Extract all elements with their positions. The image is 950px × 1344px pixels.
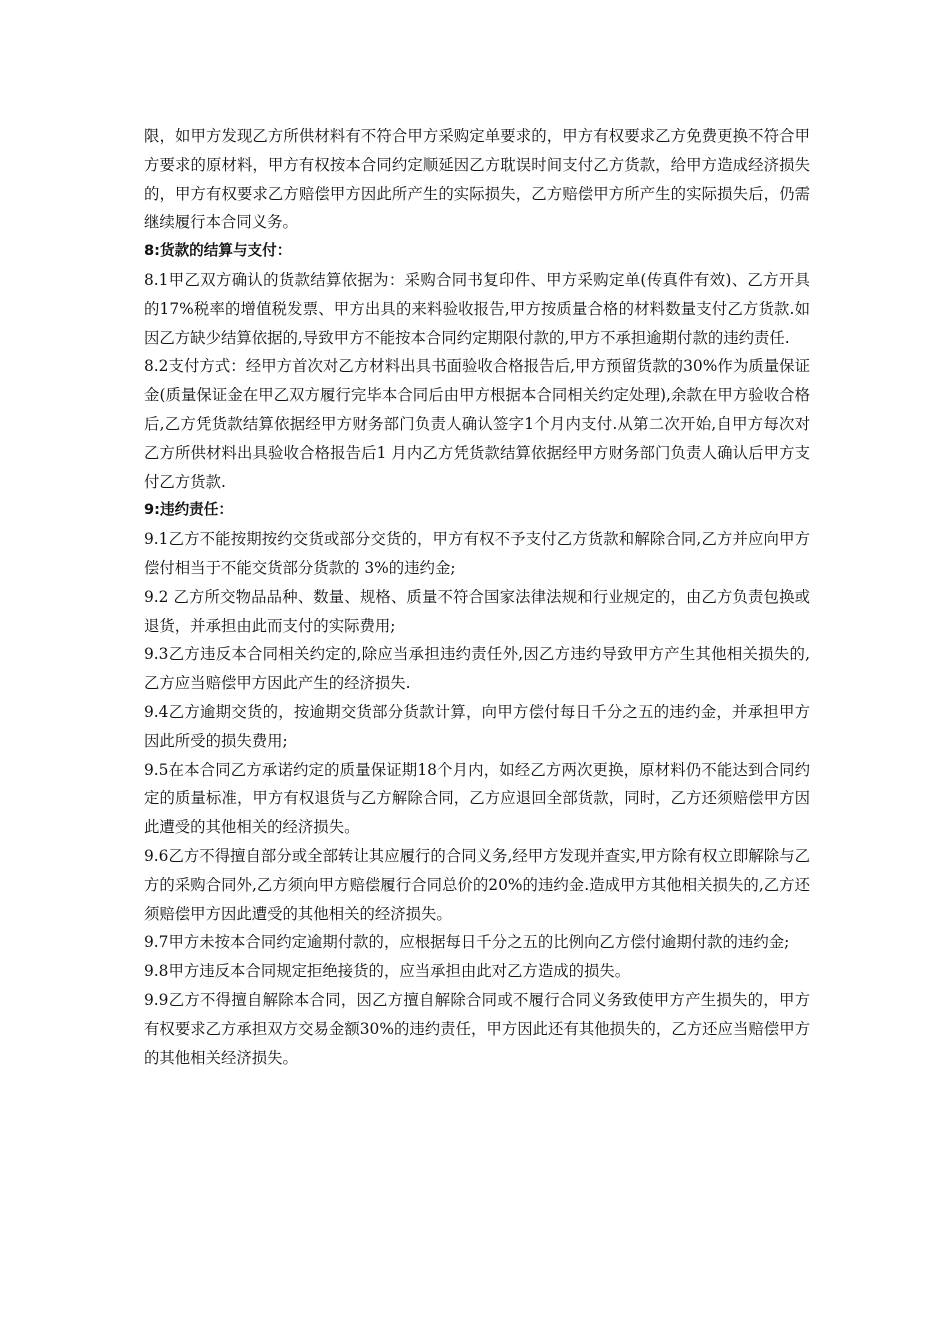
- clause-9-9: 9.9乙方不得擅自解除本合同，因乙方擅自解除合同或不履行合同义务致使甲方产生损失的，甲方有权要求乙方承担双方交易金额30%的违约责任，甲方因此还有其他损失的，乙方还应当赔偿甲方的其他相关经济损失。: [144, 990, 810, 1067]
- section-heading-9: 9:违约责任：: [144, 501, 233, 519]
- clause-8-1: 8.1甲乙双方确认的货款结算依据为：采购合同书复印件、甲方采购定单(传真件有效)、乙方开具的17%税率的增值税发票、甲方出具的来料验收报告,甲方按质量合格的材料数量支付乙方货款.如因乙方缺少结算依据的,导致甲方不能按本合同约定期限付款的,甲方不承担逾期付款的违约责任.: [144, 270, 810, 347]
- clause-9-4: 9.4乙方逾期交货的，按逾期交货部分货款计算，向甲方偿付每日千分之五的违约金，并承担甲方因此所受的损失费用;: [144, 702, 810, 750]
- clause-9-3: 9.3乙方违反本合同相关约定的,除应当承担违约责任外,因乙方违约导致甲方产生其他相关损失的,乙方应当赔偿甲方因此产生的经济损失.: [144, 645, 810, 693]
- clause-9-5: 9.5在本合同乙方承诺约定的质量保证期18个月内，如经乙方两次更换，原材料仍不能达到合同约定的质量标准，甲方有权退货与乙方解除合同，乙方应退回全部货款，同时，乙方还须赔偿甲方因此遭受的其他相关的经济损失。: [144, 760, 810, 837]
- clause-9-6: 9.6乙方不得擅自部分或全部转让其应履行的合同义务,经甲方发现并查实,甲方除有权立即解除与乙方的采购合同外,乙方须向甲方赔偿履行合同总价的20%的违约金.造成甲方其他相关损失的,乙方还须赔偿甲方因此遭受的其他相关的经济损失。: [144, 846, 810, 923]
- document-page: [144, 122, 810, 1072]
- section-heading-8: 8:货款的结算与支付：: [144, 242, 292, 260]
- clause-9-8: 9.8甲方违反本合同规定拒绝接货的，应当承担由此对乙方造成的损失。: [144, 962, 631, 981]
- paragraph-7-continued: 限，如甲方发现乙方所供材料有不符合甲方采购定单要求的，甲方有权要求乙方免费更换不符合甲方要求的原材料，甲方有权按本合同约定顺延因乙方耽误时间支付乙方货款，给甲方造成经济损失的，甲方有权要求乙方赔偿甲方因此所产生的实际损失，乙方赔偿甲方所产生的实际损失后，仍需继续履行本合同义务。: [144, 127, 810, 232]
- clause-9-1: 9.1乙方不能按期按约交货或部分交货的，甲方有权不予支付乙方货款和解除合同,乙方并应向甲方偿付相当于不能交货部分货款的 3%的违约金;: [144, 530, 810, 577]
- clause-9-2: 9.2 乙方所交物品品种、数量、规格、质量不符合国家法律法规和行业规定的，由乙方负责包换或退货，并承担由此而支付的实际费用;: [144, 587, 810, 635]
- clause-8-2: 8.2支付方式：经甲方首次对乙方材料出具书面验收合格报告后,甲方预留货款的30%作为质量保证金(质量保证金在甲乙双方履行完毕本合同后由甲方根据本合同相关约定处理),余款在甲方验收合格后,乙方凭货款结算依据经甲方财务部门负责人确认签字1个月内支付.从第二次开始,自甲方每次对乙方所供材料出具验收合格报告后1 月内乙方凭货款结算依据经甲方财务部门负责人确认后甲方支付乙方货款.: [144, 357, 810, 491]
- clause-9-7: 9.7甲方未按本合同约定逾期付款的，应根据每日千分之五的比例向乙方偿付逾期付款的违约金;: [144, 933, 790, 952]
